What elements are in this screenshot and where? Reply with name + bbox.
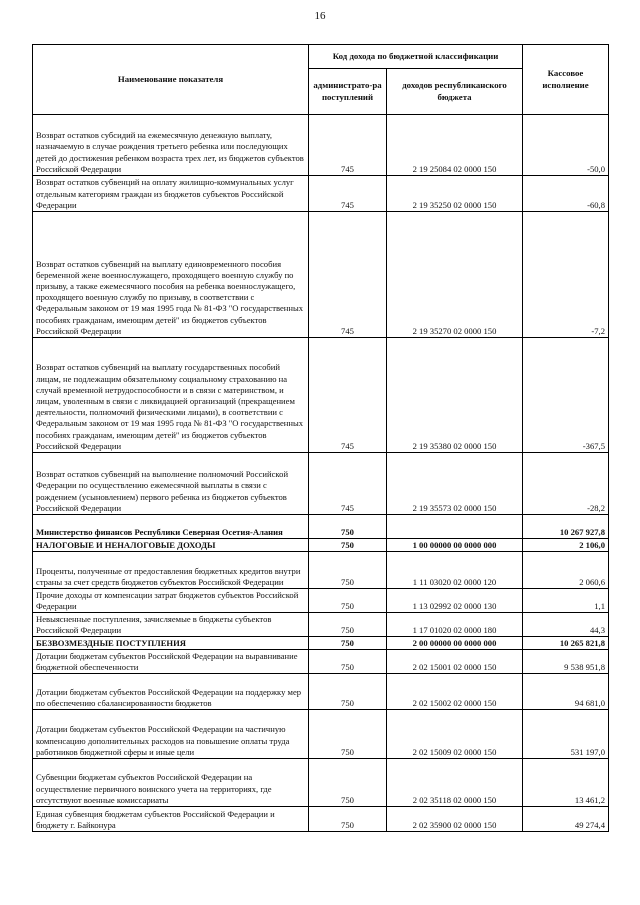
row-administrator: 750: [309, 710, 387, 759]
row-amount: 2 060,6: [523, 552, 609, 589]
row-revenue-code: 1 13 02992 02 0000 130: [387, 589, 523, 613]
row-amount: 13 461,2: [523, 759, 609, 807]
row-amount: -7,2: [523, 212, 609, 338]
row-name: Проценты, полученные от предоставления бюджетных кредитов внутри страны за счет средств бюджетов субъектов Российской Федерации: [33, 552, 309, 589]
table-row: [33, 650, 609, 674]
table-row: [33, 212, 609, 338]
table-row: [33, 539, 609, 552]
row-revenue-code: 2 02 15001 02 0000 150: [387, 650, 523, 674]
table-row: [33, 759, 609, 807]
header-code-group: Код дохода по бюджетной классификации: [309, 45, 523, 69]
table-row: [33, 552, 609, 589]
row-amount: 10 267 927,8: [523, 515, 609, 539]
row-amount: 44,3: [523, 613, 609, 637]
row-administrator: 745: [309, 176, 387, 212]
header-amount: Кассовое исполнение: [523, 45, 609, 115]
row-revenue-code: 2 19 35573 02 0000 150: [387, 453, 523, 515]
table-row: [33, 515, 609, 539]
row-revenue-code: 2 02 15009 02 0000 150: [387, 710, 523, 759]
row-revenue-code: 2 19 35270 02 0000 150: [387, 212, 523, 338]
row-administrator: 750: [309, 674, 387, 710]
row-administrator: 750: [309, 807, 387, 832]
table-row: [33, 710, 609, 759]
page-number: 16: [314, 10, 326, 22]
row-administrator: 750: [309, 759, 387, 807]
row-revenue-code: [387, 515, 523, 539]
revenue-table: [32, 44, 609, 832]
row-name: Возврат остатков субвенций на выполнение полномочий Российской Федерации по осуществлению ежемесячной выплаты в связи с рождением (усыновлением) первого ребенка из бюджетов субъектов Российской Федерации: [33, 453, 309, 515]
row-administrator: 745: [309, 338, 387, 453]
row-name: Министерство финансов Республики Северная Осетия-Алания: [33, 515, 309, 539]
row-name: БЕЗВОЗМЕЗДНЫЕ ПОСТУПЛЕНИЯ: [33, 637, 309, 650]
row-amount: 94 681,0: [523, 674, 609, 710]
header-revenue-code: доходов республиканского бюджета: [387, 69, 523, 115]
row-name: Дотации бюджетам субъектов Российской Федерации на выравнивание бюджетной обеспеченности: [33, 650, 309, 674]
row-amount: -28,2: [523, 453, 609, 515]
row-revenue-code: 2 19 35250 02 0000 150: [387, 176, 523, 212]
row-revenue-code: 1 17 01020 02 0000 180: [387, 613, 523, 637]
table-row: [33, 176, 609, 212]
row-amount: 9 538 951,8: [523, 650, 609, 674]
row-name: Единая субвенция бюджетам субъектов Российской Федерации и бюджету г. Байконура: [33, 807, 309, 832]
row-revenue-code: 2 19 25084 02 0000 150: [387, 115, 523, 176]
row-administrator: 750: [309, 589, 387, 613]
row-name: Прочие доходы от компенсации затрат бюджетов субъектов Российской Федерации: [33, 589, 309, 613]
table-row: [33, 637, 609, 650]
row-administrator: 750: [309, 552, 387, 589]
table-row: [33, 338, 609, 453]
table-row: [33, 613, 609, 637]
row-name: Дотации бюджетам субъектов Российской Федерации на поддержку мер по обеспечению сбалансированности бюджетов: [33, 674, 309, 710]
table-row: [33, 807, 609, 832]
table-body: [33, 115, 609, 832]
row-amount: 2 106,0: [523, 539, 609, 552]
row-amount: -50,0: [523, 115, 609, 176]
row-administrator: 745: [309, 212, 387, 338]
row-revenue-code: 2 02 35900 02 0000 150: [387, 807, 523, 832]
header-name: Наименование показателя: [33, 45, 309, 115]
row-amount: 1,1: [523, 589, 609, 613]
row-name: Субвенции бюджетам субъектов Российской Федерации на осуществление первичного воинского учета на территориях, где отсутствуют военные комиссариаты: [33, 759, 309, 807]
row-amount: 49 274,4: [523, 807, 609, 832]
row-revenue-code: 2 02 15002 02 0000 150: [387, 674, 523, 710]
row-amount: 10 265 821,8: [523, 637, 609, 650]
row-name: Возврат остатков субвенций на выплату государственных пособий лицам, не подлежащим обязательному социальному страхованию на случай временной нетрудоспособности и в связи с материнством, и лицам, уволенным в связи с ликвидацией организаций (прекращением деятельности, полномочий физическими лицами), в соответствии с Федеральным законом от 19 мая 1995 года № 81-ФЗ "О государственных пособиях гражданам, имеющим детей" из бюджетов субъектов Российской Федерации: [33, 338, 309, 453]
row-administrator: 750: [309, 650, 387, 674]
row-name: Возврат остатков субвенций на оплату жилищно-коммунальных услуг отдельным категориям граждан из бюджетов субъектов Российской Федерации: [33, 176, 309, 212]
table-row: [33, 674, 609, 710]
row-revenue-code: 2 02 35118 02 0000 150: [387, 759, 523, 807]
row-name: НАЛОГОВЫЕ И НЕНАЛОГОВЫЕ ДОХОДЫ: [33, 539, 309, 552]
row-revenue-code: 1 11 03020 02 0000 120: [387, 552, 523, 589]
row-administrator: 750: [309, 637, 387, 650]
table-row: [33, 589, 609, 613]
row-revenue-code: 2 19 35380 02 0000 150: [387, 338, 523, 453]
row-administrator: 745: [309, 453, 387, 515]
table-row: [33, 453, 609, 515]
row-administrator: 750: [309, 613, 387, 637]
row-name: Невыясненные поступления, зачисляемые в бюджеты субъектов Российской Федерации: [33, 613, 309, 637]
row-name: Возврат остатков субвенций на выплату единовременного пособия беременной жене военнослужащего, проходящего военную службу по призыву, а также ежемесячного пособия на ребенка военнослужащего, проходящего военную службу по призыву, в соответствии с Федеральным законом от 19 мая 1995 года № 81-ФЗ "О государственных пособиях гражданам, имеющим детей" из бюджетов субъектов Российской Федерации: [33, 212, 309, 338]
header-administrator: администрато-ра поступлений: [309, 69, 387, 115]
table-row: [33, 115, 609, 176]
row-amount: 531 197,0: [523, 710, 609, 759]
row-administrator: 745: [309, 115, 387, 176]
row-administrator: 750: [309, 515, 387, 539]
row-name: Дотации бюджетам субъектов Российской Федерации на частичную компенсацию дополнительных расходов на повышение оплаты труда работников бюджетной сферы и иные цели: [33, 710, 309, 759]
row-amount: -60,8: [523, 176, 609, 212]
row-revenue-code: 2 00 00000 00 0000 000: [387, 637, 523, 650]
row-name: Возврат остатков субсидий на ежемесячную денежную выплату, назначаемую в случае рождения третьего ребенка или последующих детей до достижения ребенком возраста трех лет, из бюджетов субъектов Российской Федерации: [33, 115, 309, 176]
row-amount: -367,5: [523, 338, 609, 453]
row-administrator: 750: [309, 539, 387, 552]
row-revenue-code: 1 00 00000 00 0000 000: [387, 539, 523, 552]
